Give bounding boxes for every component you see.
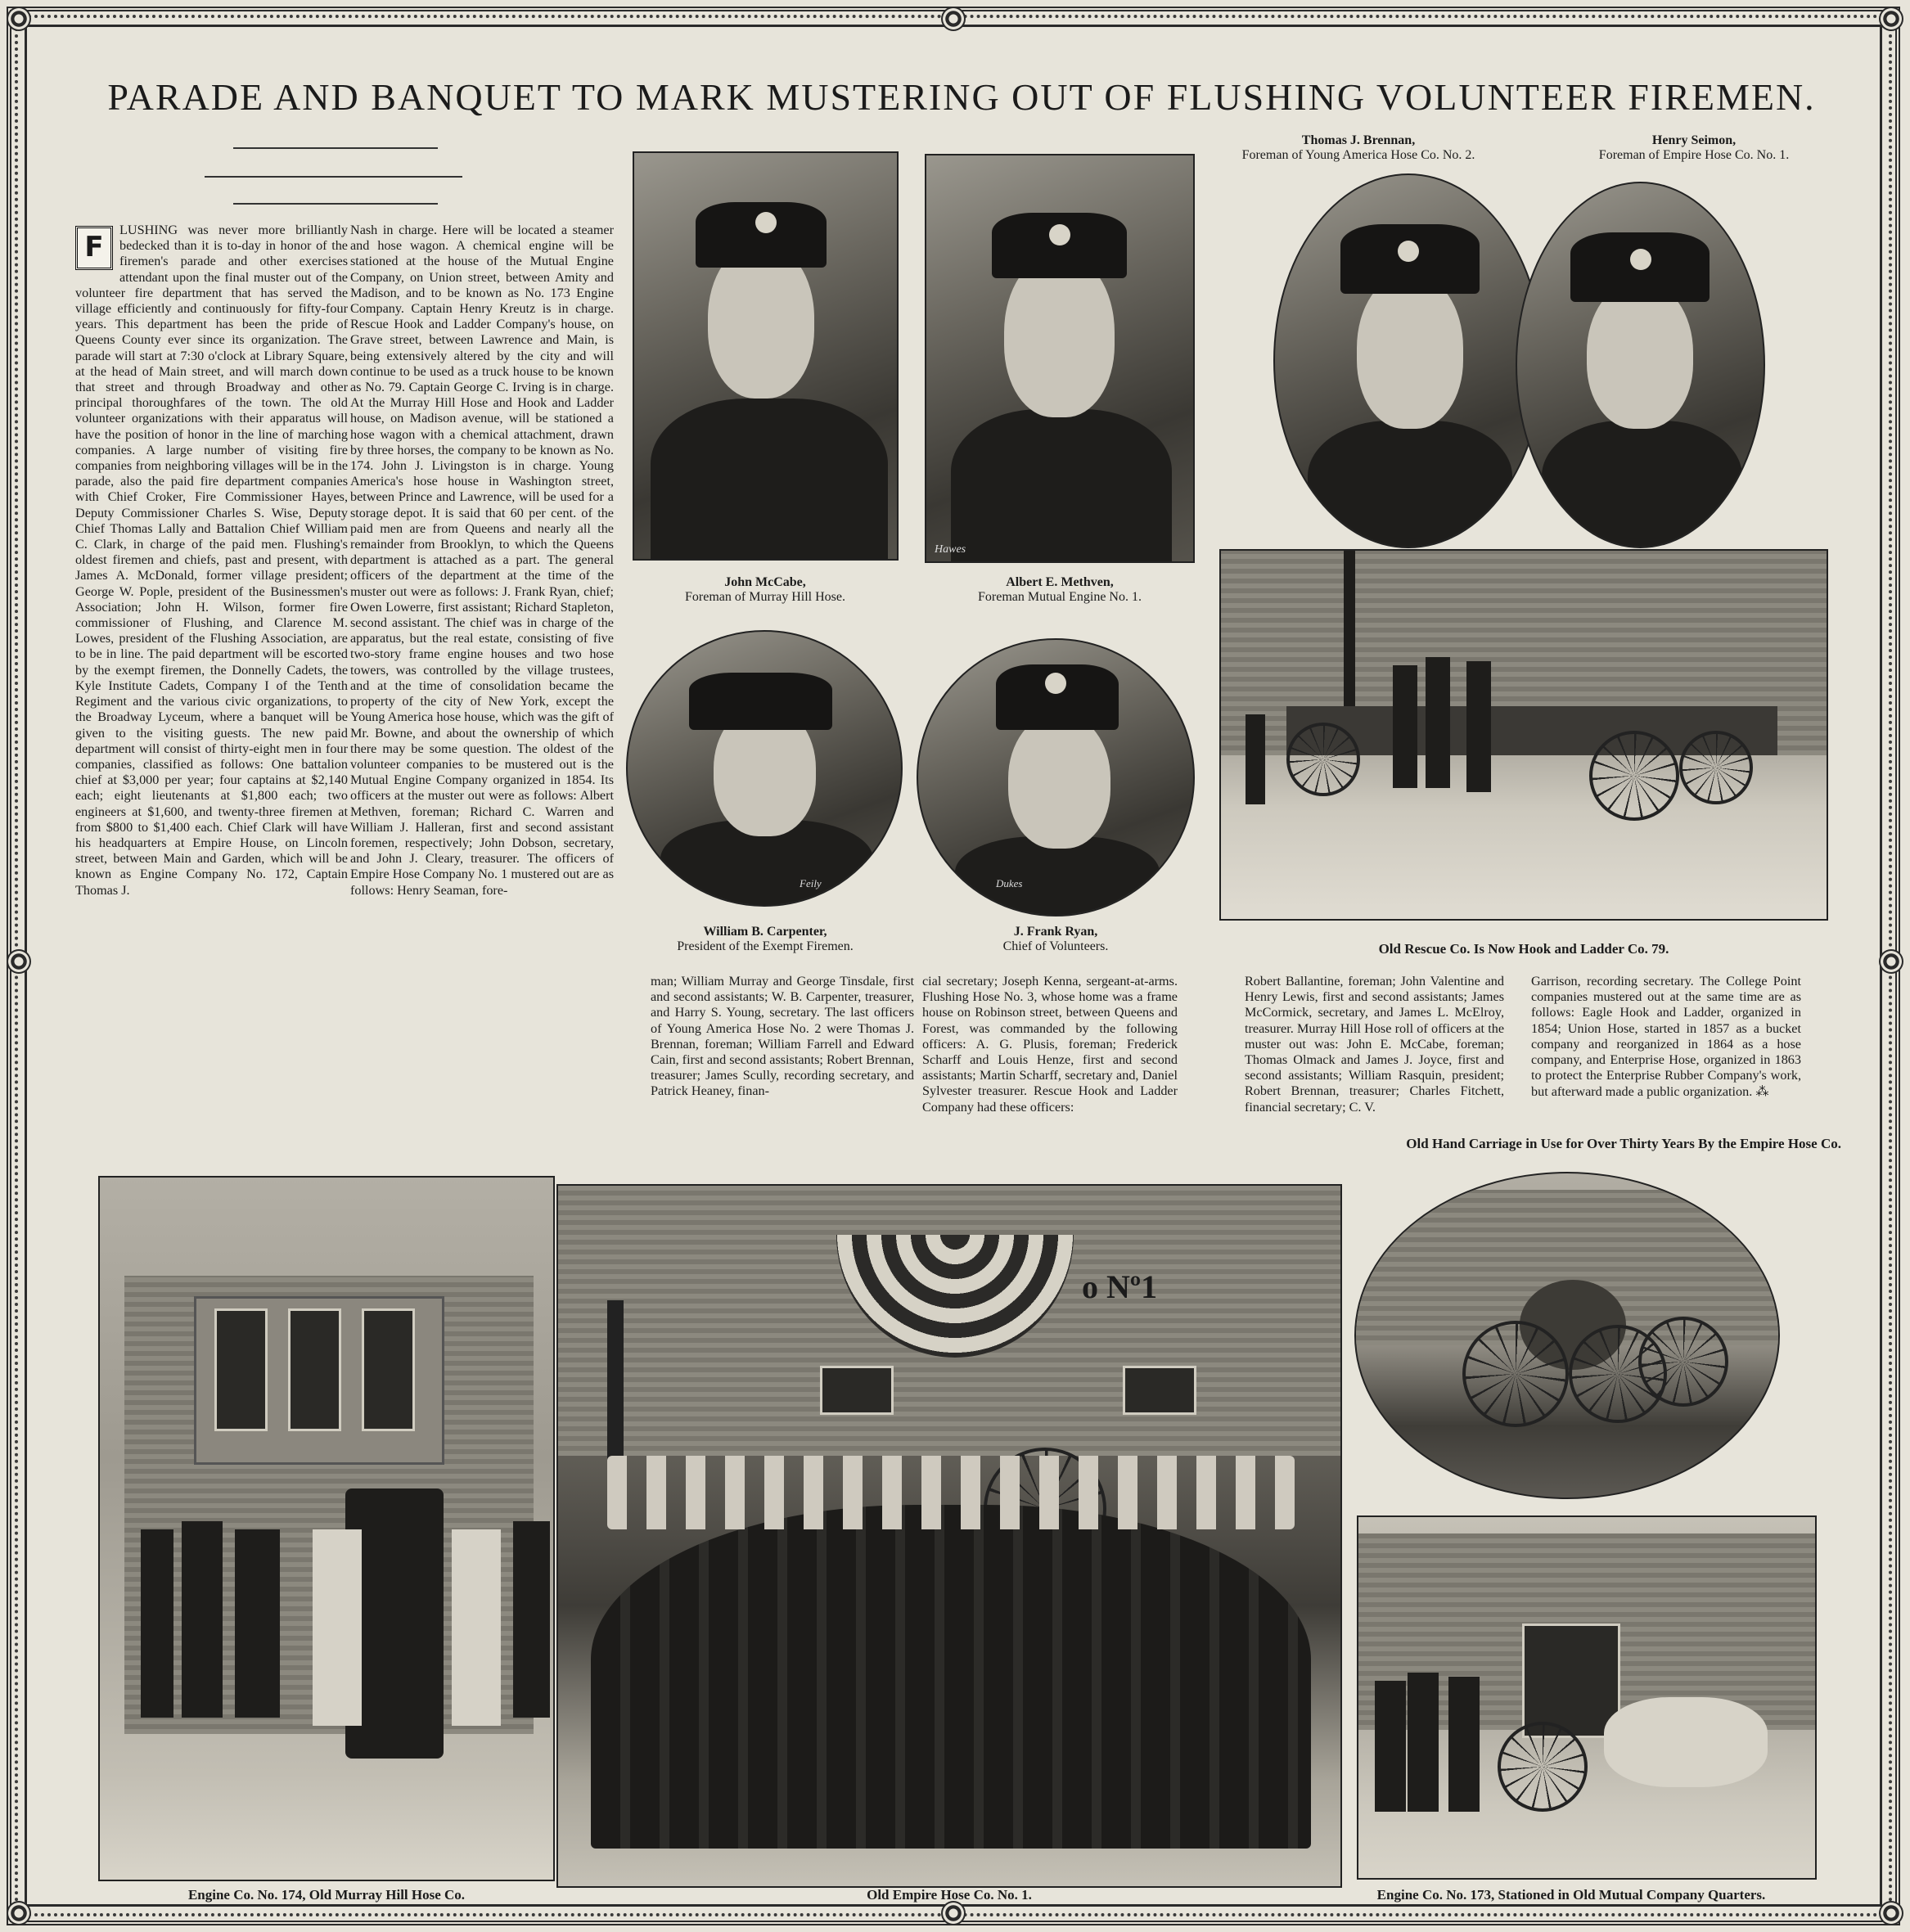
photo-old-hand-carriage	[1354, 1172, 1780, 1499]
cap-badge-icon	[755, 212, 777, 233]
fireman-figure	[513, 1521, 550, 1718]
figure-body	[1308, 421, 1512, 548]
portrait-caption	[912, 925, 1199, 954]
portrait-caption	[1203, 133, 1514, 163]
photo-caption: Old Hand Carriage in Use for Over Thirty Years By the Empire Hose Co.	[1406, 1136, 1841, 1151]
fireman-figure	[1246, 714, 1265, 804]
article-column-6	[1531, 974, 1801, 1158]
photographer-signature: Dukes	[996, 877, 1023, 889]
portrait-title: Chief of Volunteers.	[1002, 939, 1109, 953]
cap-badge-icon	[1398, 241, 1419, 262]
portrait-name: Albert E. Methven,	[1006, 575, 1114, 589]
fireman-figure	[235, 1529, 280, 1718]
article-text: Robert Ballantine, foreman; John Valentine and Henry Lewis, first and second assistants; James McCormick, secretary, and James L. McElroy, treasurer. Murray Hill Hose roll of officers at the muster out was: John E. McCabe, foreman; Thomas Olmack and James J. Joyce, first and second assistants; William Rasquin, president; Robert Brennan, treasurer; Charles Fitchett, financial secretary; C. V.	[1245, 974, 1504, 1115]
portrait-title: Foreman Mutual Engine No. 1.	[978, 590, 1142, 604]
building-sign: o Nº1	[1082, 1268, 1158, 1305]
article-text: Garrison, recording secretary. The College Point companies mustered out at the same time are as follows: Eagle Hook and Ladder, organized in 1854; Union Hose, started in 1857 as a bucket company and reorganized in 1864 as a hose company, and Enterprise Hose, organized in 1863 to protect the Enterprise Rubber Company's work, but afterward made a public organization.	[1531, 974, 1801, 1100]
article-column-2	[350, 223, 614, 1160]
photo-engine-co-173	[1357, 1515, 1817, 1880]
firemen-group	[591, 1505, 1311, 1849]
portrait-title: Foreman of Young America Hose Co. No. 2.	[1241, 148, 1475, 162]
portrait-caption	[908, 575, 1211, 605]
article-column-1	[75, 223, 348, 1160]
doorway	[1522, 1624, 1620, 1738]
window	[1123, 1366, 1196, 1415]
figure-head	[1008, 714, 1110, 849]
portrait-title: Foreman of Empire Hose Co. No. 1.	[1598, 148, 1790, 162]
headline-rule	[233, 203, 438, 205]
end-mark: ⁂	[1755, 1083, 1769, 1100]
figure-body	[651, 399, 888, 561]
photo-engine-co-174	[98, 1176, 555, 1881]
portrait-john-mccabe	[633, 151, 899, 561]
fireman-figure	[141, 1529, 173, 1718]
article-column-5	[1245, 974, 1504, 1158]
portrait-caption	[622, 925, 908, 954]
photo-caption: Engine Co. No. 173, Stationed in Old Mutual Company Quarters.	[1376, 1887, 1766, 1903]
corner-rosette-icon	[1879, 7, 1903, 31]
photo-caption: Engine Co. No. 174, Old Murray Hill Hose Co.	[187, 1887, 466, 1903]
headline: PARADE AND BANQUET TO MARK MUSTERING OUT OF FLUSHING VOLUNTEER FIREMEN.	[107, 76, 1816, 118]
cap-badge-icon	[1045, 673, 1066, 694]
photo-caption: Old Rescue Co. Is Now Hook and Ladder Co. 79.	[1378, 941, 1669, 957]
photographer-signature: Hawes	[935, 543, 966, 556]
portrait-name: John McCabe,	[724, 575, 806, 589]
carriage-wheel	[1462, 1321, 1569, 1427]
figure-body	[951, 409, 1172, 563]
wagon-wheel	[1286, 723, 1360, 796]
fireman-figure	[182, 1521, 223, 1718]
fireman-figure	[1426, 657, 1450, 788]
border-rosette-icon	[1879, 949, 1903, 974]
portrait-william-carpenter	[626, 630, 903, 907]
portrait-caption	[622, 575, 908, 605]
portrait-name: Thomas J. Brennan,	[1301, 133, 1416, 147]
portrait-name: William B. Carpenter,	[703, 925, 827, 939]
border-rosette-icon	[7, 949, 31, 974]
white-horse	[1604, 1697, 1768, 1787]
fireman-figure	[1448, 1677, 1480, 1812]
white-horse	[313, 1529, 362, 1726]
border-rosette-icon	[941, 7, 966, 31]
article-column-3	[651, 974, 914, 1158]
photo-caption: Old Empire Hose Co. No. 1.	[867, 1887, 1032, 1903]
fireman-figure	[1466, 661, 1491, 792]
photographer-signature: Feily	[800, 877, 822, 889]
photo-old-empire-hose-co	[556, 1184, 1342, 1888]
window	[288, 1308, 341, 1431]
portrait-name: J. Frank Ryan,	[1013, 925, 1098, 939]
headline-rule	[205, 176, 462, 178]
article-column-4	[922, 974, 1178, 1158]
window	[820, 1366, 894, 1415]
portrait-thomas-brennan	[1273, 173, 1543, 548]
headline-rule	[233, 147, 438, 149]
corner-rosette-icon	[1879, 1901, 1903, 1925]
wagon-wheel	[1589, 731, 1679, 821]
window	[214, 1308, 268, 1431]
wagon-wheel	[1679, 731, 1753, 804]
portrait-name: Henry Seimon,	[1651, 133, 1737, 147]
article-text: LUSHING was never more brilliantly bedecked than it is to-day in honor of the firemen's parade and other exercises attendant upon the final muster out of the volunteer fire department that has served the village efficiently and continuously for fifty-four years. This department has been the pride of Queens County ever since its organization. The parade will start at 7:30 o'clock at Library Square, at the head of Main street, and will march down that street and through Broadway and other principal thoroughfares of the town. The old volunteer organizations with their apparatus will have the position of honor in the line of marching companies. A large number of visiting fire companies from neighboring villages will be in the parade, also the paid fire department companies with Chief Croker, Fire Commissioner Hayes, Deputy Commissioner Charles S. Wise, Deputy Chief Thomas Lally and Battalion Chief William C. Clark, in charge of the paid men. Flushing's oldest firemen and chiefs, past and present, with James A. McDonald, former village president; George W. Pople, president of the Businessmen's Association; John H. Wilson, former fire commissioner of Flushing, and Clarence M. Lowes, president of the Flushing Association, are to be in line. The paid department will be escorted by the exempt firemen, the Donnelly Cadets, the Kyle Institute Cadets, Company I of the Tenth Regiment and the various civic organizations, to the Broadway Lyceum, where a banquet will be given to the visiting guests. The new paid department will consist of thirty-eight men in four companies, classified as follows: One battalion chief at $3,000 per year; four captains at $2,140 each; eight lieutenants at $1,800 each; two engineers at $1,600, and twenty-three firemen at from $800 to $1,400 each. Chief Clark will have his headquarters at Empire House, on Lincoln street, between Main and Garden, which will be known as Engine Company No. 172, Captain Thomas J.	[75, 223, 348, 898]
portrait-title: President of the Exempt Firemen.	[677, 939, 854, 953]
figure-body	[1542, 421, 1742, 548]
cap-badge-icon	[1049, 224, 1070, 245]
photo-old-rescue-co	[1219, 549, 1828, 921]
figure-head	[1357, 273, 1463, 429]
drop-cap: F	[75, 226, 113, 270]
portrait-caption	[1530, 133, 1858, 163]
portrait-title: Foreman of Murray Hill Hose.	[685, 590, 845, 604]
fireman-figure	[1408, 1673, 1439, 1812]
lamp-post	[607, 1300, 624, 1480]
article-text: Nash in charge. Here will be located a steamer and hose wagon. A chemical engine will be stationed at the house of the Mutual Engine Company, on Union street, between Amity and Madison, and to be known as No. 173 Engine Company. Captain Henry Kreutz is in charge. Rescue Hook and Ladder Company's house, on Grave street, between Lawrence and Main, is being extensively altered by the city and will continue to be used as a truck house to be known as No. 79. Captain George C. Irving is in charge. At the Murray Hill Hose and Hook and Ladder house, on Madison avenue, will be stationed a hose wagon with a chemical attachment, drawn by three horses, the company to be known as No. 174. John J. Livingston is in charge. Young America's hose house in Washington street, between Prince and Lawrence, will be used for a storage depot. It is said that 60 per cent. of the paid men are from Queens and nearly all the remainder from Brooklyn, to which the Queens department is attached as a part. The general officers of the department at the time of the muster out were as follows: J. Frank Ryan, chief; Owen Lowerre, first assistant; Richard Stapleton, second assistant. The chief was in charge of the apparatus, but the real estate, consisting of five two-story frame engine houses and two hose towers, was controlled by the village trustees, and at the time of consolidation became the property of the city of New York, except the Young America hose house, which was the gift of Mr. Bowne, and about the ownership of which there may be some question. The oldest of the volunteer companies to be mustered out is the Mutual Engine Company organized in 1854. Its officers at the muster out were as follows: Albert Methven, foreman; Richard C. Warren and William J. Halleran, first and second assistant foremen, respectively; John Dobson, secretary, and John J. Cleary, treasurer. The officers of Empire Hose Company No. 1 mustered out are as follows: Henry Seaman, fore-	[350, 223, 614, 898]
article-text: cial secretary; Joseph Kenna, sergeant-at-arms. Flushing Hose No. 3, whose home was a frame house on Robinson street, between Queens and Forest, was commanded by the following officers: A. G. Plusis, foreman; Frederick Scharff and Louis Henze, first and second assistants; Martin Scharff, secretary and, Daniel Sylvester treasurer. Rescue Hook and Ladder Company had these officers:	[922, 974, 1178, 1115]
fireman-figure	[1375, 1681, 1406, 1812]
border-rosette-icon	[941, 1901, 966, 1925]
figure-cap	[689, 673, 832, 730]
portrait-j-frank-ryan	[917, 638, 1195, 916]
wagon-wheel	[1498, 1722, 1588, 1812]
cap-badge-icon	[1630, 249, 1651, 270]
portrait-albert-methven	[925, 154, 1195, 563]
corner-rosette-icon	[7, 1901, 31, 1925]
fireman-figure	[1393, 665, 1417, 788]
figure-head	[1587, 281, 1693, 429]
figure-cap	[992, 213, 1127, 278]
figure-head	[1004, 254, 1115, 417]
article-text: man; William Murray and George Tinsdale, first and second assistants; W. B. Carpenter, treasurer, and Harry S. Young, secretary. The last officers of Young America Hose No. 2 were Thomas J. Brennan, foreman; William Farrell and Edward Cain, first and second assistants; Robert Brennan, treasurer; James Scully, recording secretary, and Patrick Heaney, finan-	[651, 974, 914, 1099]
corner-rosette-icon	[7, 7, 31, 31]
carriage-wheel	[1638, 1317, 1728, 1407]
white-horse	[452, 1529, 501, 1726]
window	[362, 1308, 415, 1431]
portrait-henry-seimon	[1516, 182, 1765, 548]
firemen-heads-row	[607, 1456, 1295, 1529]
